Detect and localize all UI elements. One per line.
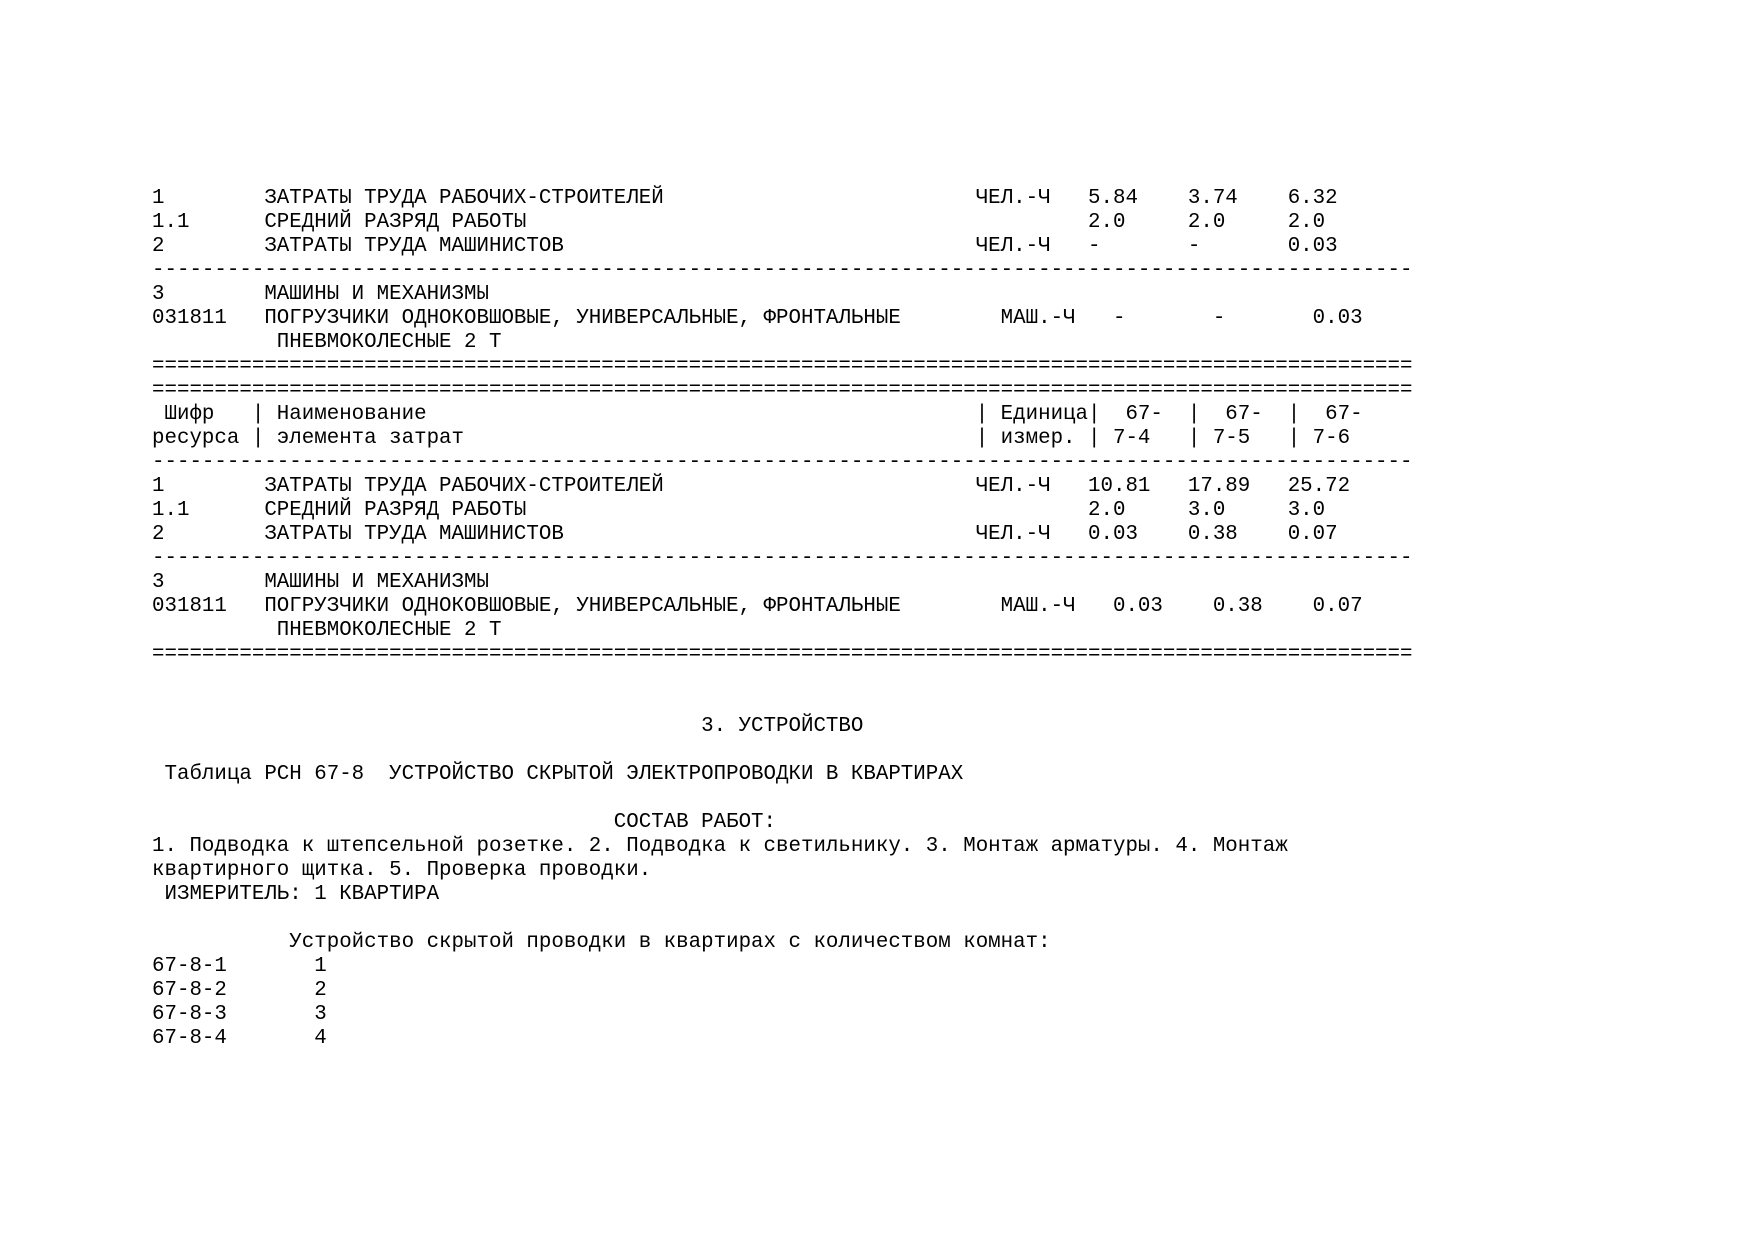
table-header-row: Шифр | Наименование | Единица| 67- | 67- | 67- xyxy=(152,403,1363,426)
table-row: 3 МАШИНЫ И МЕХАНИЗМЫ xyxy=(152,283,489,306)
table-divider: ----------------------------------------------------------------------------------------------------- xyxy=(152,259,1413,282)
table-divider: ===================================================================================================== xyxy=(152,379,1413,402)
list-item: 67-8-1 1 xyxy=(152,955,327,978)
table-row: 031811 ПОГРУЗЧИКИ ОДНОКОВШОВЫЕ, УНИВЕРСАЛЬНЫЕ, ФРОНТАЛЬНЫЕ МАШ.-Ч 0.03 0.38 0.07 xyxy=(152,595,1363,618)
table-row: ПНЕВМОКОЛЕСНЫЕ 2 Т xyxy=(152,619,502,642)
table-row: 1 ЗАТРАТЫ ТРУДА РАБОЧИХ-СТРОИТЕЛЕЙ ЧЕЛ.-Ч 5.84 3.74 6.32 xyxy=(152,187,1338,210)
rooms-heading: Устройство скрытой проводки в квартирах с количеством комнат: xyxy=(152,931,1051,954)
table-divider: ===================================================================================================== xyxy=(152,355,1413,378)
table-divider: ----------------------------------------------------------------------------------------------------- xyxy=(152,451,1413,474)
table-header-row: ресурса | элемента затрат | измер. | 7-4 | 7-5 | 7-6 xyxy=(152,427,1351,450)
table-row: 3 МАШИНЫ И МЕХАНИЗМЫ xyxy=(152,571,489,594)
work-composition-line: квартирного щитка. 5. Проверка проводки. xyxy=(152,859,652,882)
work-composition-line: 1. Подводка к штепсельной розетке. 2. Подводка к светильнику. 3. Монтаж арматуры. 4. Монтаж xyxy=(152,835,1288,858)
resource-table xyxy=(152,379,1652,667)
table-row: 1.1 СРЕДНИЙ РАЗРЯД РАБОТЫ 2.0 2.0 2.0 xyxy=(152,211,1326,234)
work-composition-heading: СОСТАВ РАБОТ: xyxy=(152,811,777,834)
list-item: 67-8-3 3 xyxy=(152,1003,327,1026)
list-item: 67-8-4 4 xyxy=(152,1027,327,1050)
list-item: 67-8-2 2 xyxy=(152,979,327,1002)
table-divider: ----------------------------------------------------------------------------------------------------- xyxy=(152,547,1413,570)
document-page xyxy=(152,187,1652,1051)
table-row: 2 ЗАТРАТЫ ТРУДА МАШИНИСТОВ ЧЕЛ.-Ч - - 0.03 xyxy=(152,235,1338,258)
section-title: 3. УСТРОЙСТВО xyxy=(152,715,864,738)
table-row: 1.1 СРЕДНИЙ РАЗРЯД РАБОТЫ 2.0 3.0 3.0 xyxy=(152,499,1326,522)
table-row: 2 ЗАТРАТЫ ТРУДА МАШИНИСТОВ ЧЕЛ.-Ч 0.03 0.38 0.07 xyxy=(152,523,1338,546)
table-row: 031811 ПОГРУЗЧИКИ ОДНОКОВШОВЫЕ, УНИВЕРСАЛЬНЫЕ, ФРОНТАЛЬНЫЕ МАШ.-Ч - - 0.03 xyxy=(152,307,1363,330)
resource-table-continued xyxy=(152,187,1652,379)
table-title: Таблица РСН 67-8 УСТРОЙСТВО СКРЫТОЙ ЭЛЕКТРОПРОВОДКИ В КВАРТИРАХ xyxy=(152,763,964,786)
table-divider: ===================================================================================================== xyxy=(152,643,1413,666)
table-row: 1 ЗАТРАТЫ ТРУДА РАБОЧИХ-СТРОИТЕЛЕЙ ЧЕЛ.-Ч 10.81 17.89 25.72 xyxy=(152,475,1351,498)
meter-line: ИЗМЕРИТЕЛЬ: 1 КВАРТИРА xyxy=(152,883,440,906)
table-row: ПНЕВМОКОЛЕСНЫЕ 2 Т xyxy=(152,331,502,354)
